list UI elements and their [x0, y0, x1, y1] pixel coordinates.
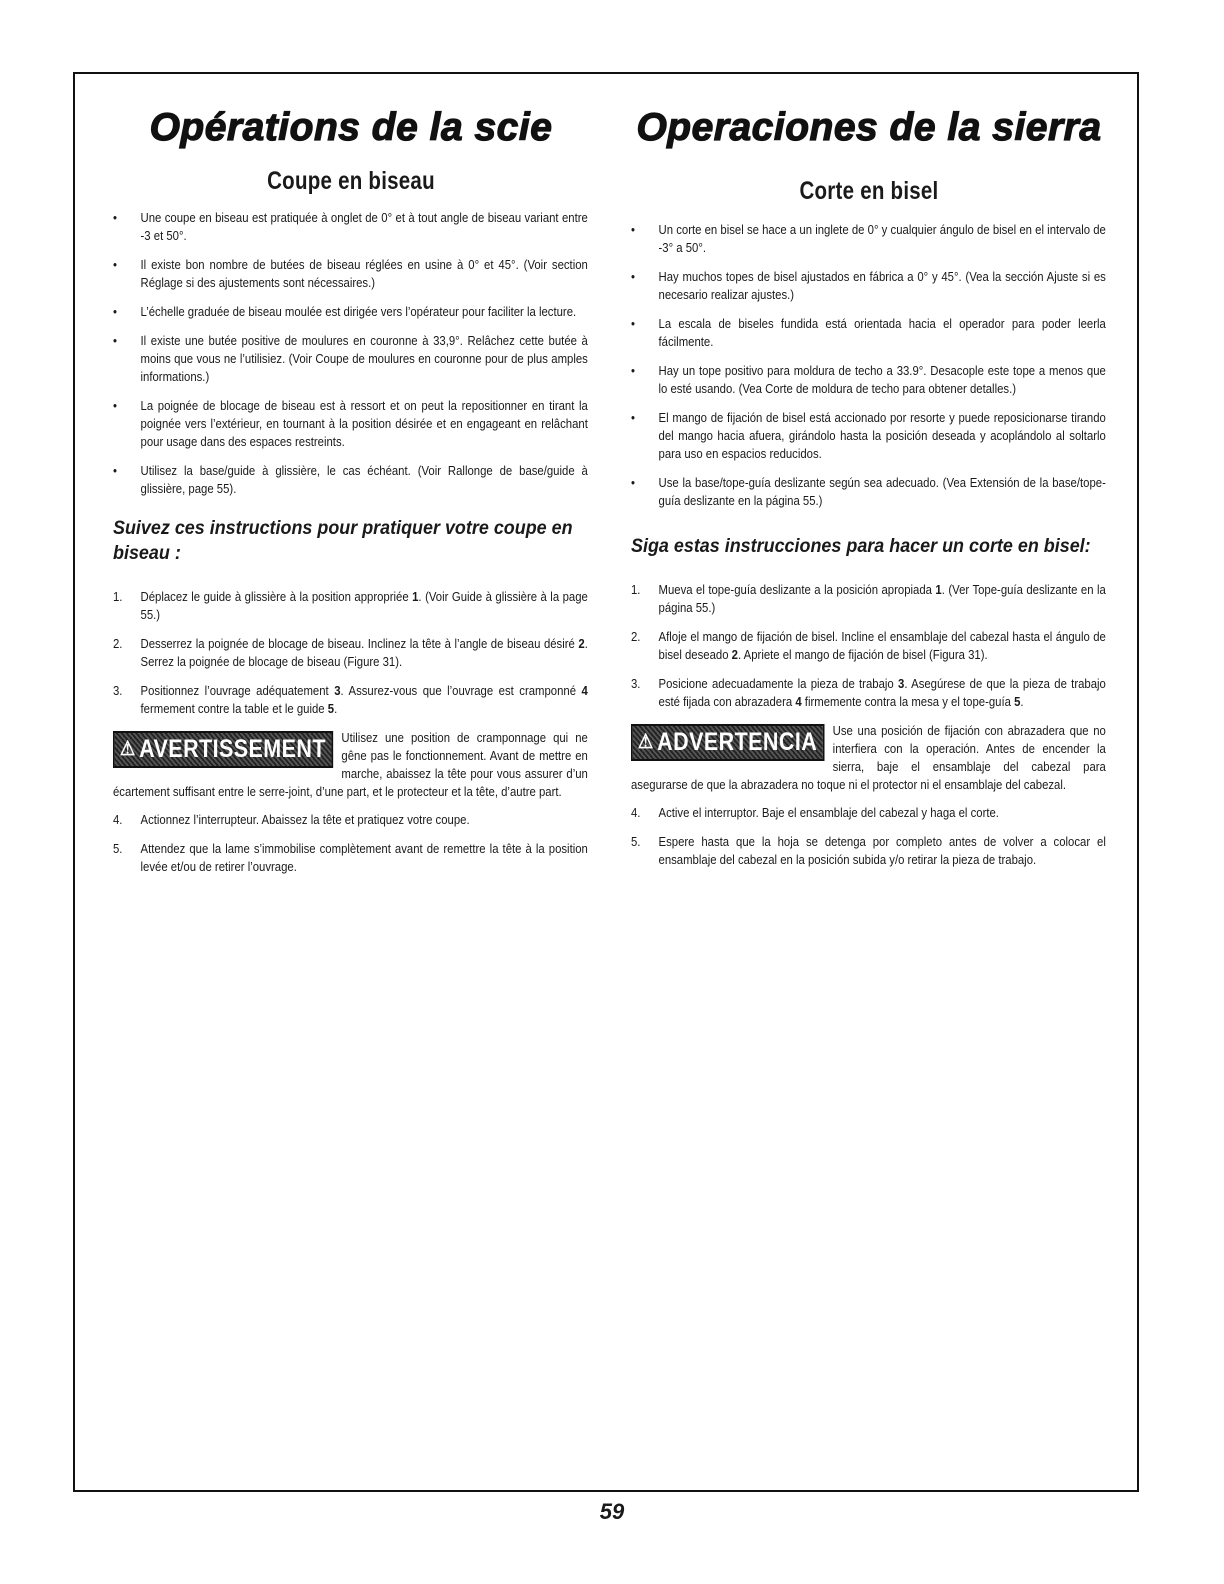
steps-list	[631, 581, 1106, 711]
step-item: 2. Afloje el mango de fijación de bisel. Incline el ensamblaje del cabezal hasta el ángulo de bisel deseado 2. Apriete el mango de fijación de bisel (Figura 31).	[631, 629, 1106, 662]
list-item: • Hay muchos topes de bisel ajustados en fábrica a 0° y 45°. (Vea la sección Ajuste si es necesario realizar ajustes.)	[631, 269, 1106, 302]
bullet-list	[631, 221, 1106, 510]
warning-text: Use una posición de fijación con abrazadera que no interfiera con la operación. Antes de encender la sierra, baje el ensamblaje del cabezal para asegurarse de que la abrazadera no toque ni el protector ni el ensamblaje del cabezal.	[631, 723, 1106, 792]
list-item: • L’échelle graduée de biseau moulée est dirigée vers l’opérateur pour faciliter la lecture.	[113, 304, 577, 319]
steps-list-continued	[631, 804, 1106, 869]
bullet-list	[113, 209, 588, 498]
list-item: • Un corte en bisel se hace a un inglete de 0° y cualquier ángulo de bisel en el intervalo de -3° a 50°.	[631, 222, 1106, 255]
list-item: • El mango de fijación de bisel está accionado por resorte y puede reposicionarse tirando del mango hacia afuera, girándolo hasta la posición deseada y acoplándolo al soltarlo para uso en espacios reducidos.	[631, 410, 1106, 461]
list-item: • La poignée de blocage de biseau est à ressort et on peut la repositionner en tirant la poignée vers l’extérieur, en tournant à la position désirée et en engageant en relâchant pour usage dans des espaces restreints.	[113, 398, 588, 449]
warning-triangle-icon: ⚠	[637, 731, 654, 753]
steps-list	[113, 588, 588, 718]
section-title: Corte en bisel	[799, 177, 939, 205]
step-item: 3. Positionnez l’ouvrage adéquatement 3. Assurez-vous que l’ouvrage est cramponné 4 fermement contre la table et le guide 5.	[113, 683, 588, 716]
warning-badge: ⚠ ADVERTENCIA	[631, 724, 824, 761]
list-item: • Use la base/tope-guía deslizante según sea adecuado. (Vea Extensión de la base/tope-guía deslizante en la página 55.)	[631, 475, 1106, 508]
warning-text: Utilisez une position de cramponnage qui ne gêne pas le fonctionnement. Avant de mettre en marche, abaissez la tête pour vous assurer d’un écartement suffisant entre le serre-joint, d’une part, et le protecteur et la tête, d’autre part.	[113, 730, 588, 799]
page-title: Operaciones de la sierra	[636, 106, 1102, 149]
french-column	[113, 74, 589, 887]
steps-list-continued	[113, 811, 588, 876]
list-item: • Il existe bon nombre de butées de biseau réglées en usine à 0° et 45°. (Voir section Réglage si des ajustements sont nécessaires.)	[113, 257, 588, 290]
list-item: • La escala de biseles fundida está orientada hacia el operador para poder leerla fácilmente.	[631, 316, 1106, 349]
step-item: 5. Attendez que la lame s’immobilise complètement avant de remettre la tête à la position levée et/ou de retirer l’ouvrage.	[113, 841, 588, 874]
page-title: Opérations de la scie	[149, 106, 553, 149]
spanish-column	[631, 74, 1107, 880]
step-item: 5. Espere hasta que la hoja se detenga por completo antes de volver a colocar el ensamblaje del cabezal en la posición subida y/o retirar la pieza de trabajo.	[631, 834, 1106, 867]
list-item: • Utilisez la base/guide à glissière, le cas échéant. (Voir Rallonge de base/guide à glissière, page 55).	[113, 463, 588, 496]
section-title: Coupe en biseau	[267, 167, 435, 195]
step-item: 2. Desserrez la poignée de blocage de biseau. Inclinez la tête à l’angle de biseau désiré 2. Serrez la poignée de blocage de biseau (Figure 31).	[113, 636, 588, 669]
instructions-title: Siga estas instrucciones para hacer un corte en bisel:	[631, 535, 1091, 557]
step-item: 4. Actionnez l’interrupteur. Abaissez la tête et pratiquez votre coupe.	[113, 812, 470, 827]
page-number: 59	[599, 1499, 625, 1524]
page-frame	[73, 72, 1139, 1492]
warning-triangle-icon: ⚠	[119, 738, 136, 760]
warning-block	[113, 729, 588, 801]
step-item: 1. Déplacez le guide à glissière à la position appropriée 1. (Voir Guide à glissière à la page 55.)	[113, 589, 588, 622]
list-item: • Une coupe en biseau est pratiquée à onglet de 0° et à tout angle de biseau variant entre -3 et 50°.	[113, 210, 588, 243]
warning-badge: ⚠ AVERTISSEMENT	[113, 731, 333, 768]
step-item: 4. Active el interruptor. Baje el ensamblaje del cabezal y haga el corte.	[631, 805, 999, 820]
warning-block	[631, 722, 1106, 794]
list-item: • Hay un tope positivo para moldura de techo a 33.9°. Desacople este tope a menos que lo esté usando. (Vea Corte de moldura de techo para obtener detalles.)	[631, 363, 1106, 396]
step-item: 1. Mueva el tope-guía deslizante a la posición apropiada 1. (Ver Tope-guía deslizante en la página 55.)	[631, 582, 1106, 615]
instructions-title: Suivez ces instructions pour pratiquer votre coupe en biseau :	[113, 517, 573, 564]
list-item: • Il existe une butée positive de moulures en couronne à 33,9°. Relâchez cette butée à moins que vous ne l’utilisiez. (Voir Coupe de moulures en couronne pour de plus amples informations.)	[113, 333, 588, 384]
step-item: 3. Posicione adecuadamente la pieza de trabajo 3. Asegúrese de que la pieza de trabajo esté fijada con abrazadera 4 firmemente contra la mesa y el tope-guía 5.	[631, 676, 1106, 709]
